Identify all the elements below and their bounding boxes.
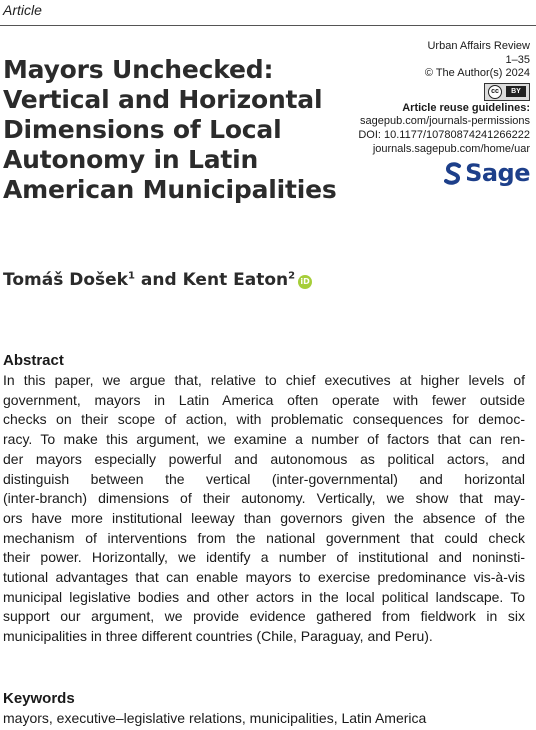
abstract-line: municipal legislative bodies and other actors in the local political landscape. To	[3, 588, 525, 605]
cc-by-icon[interactable]	[484, 83, 530, 101]
abstract-line: municipalities in three different countries (Chile, Paraguay, and Peru).	[3, 628, 433, 645]
abstract-line: (inter-branch) dimensions of their autonomy. Vertically, we show that may-	[3, 490, 525, 507]
reuse-guidelines-link[interactable]: sagepub.com/journals-permissions	[360, 115, 530, 128]
orcid-icon[interactable]: iD	[298, 275, 312, 289]
abstract-line: der mayors especially powerful and autonomous as political actors, and	[3, 450, 525, 467]
title-line: Vertical and Horizontal	[3, 85, 323, 114]
abstract-line: In this paper, we argue that, relative to chief executives at higher levels of	[3, 372, 525, 388]
keywords-heading: Keywords	[3, 690, 75, 707]
reuse-guidelines-label: Article reuse guidelines:	[402, 101, 530, 114]
copyright-line: © The Author(s) 2024	[424, 67, 530, 80]
abstract-line: mechanism of interventions from the national government that could check	[3, 529, 525, 546]
abstract-heading: Abstract	[3, 352, 64, 369]
title-line: American Municipalities	[3, 175, 337, 204]
journal-homepage-link[interactable]: journals.sagepub.com/home/uar	[372, 142, 530, 155]
article-type-label: Article	[3, 2, 42, 18]
abstract-text	[3, 371, 525, 647]
sage-logo	[290, 159, 530, 188]
cc-by-label: BY	[506, 86, 526, 97]
title-line: Mayors Unchecked:	[3, 55, 274, 84]
abstract-line: checks on their scope of action, with problematic consequences for democ-	[3, 411, 525, 428]
abstract-line: support our argument, we provide evidence gathered from fieldwork in six	[3, 608, 525, 625]
journal-metadata	[290, 40, 530, 186]
cc-license-badge[interactable]	[290, 81, 530, 102]
sage-wordmark: Sage	[465, 159, 530, 188]
keywords-list: mayors, executive–legislative relations, municipalities, Latin America	[3, 710, 427, 726]
abstract-line: racy. To make this argument, we examine a number of factors that can ren-	[3, 431, 525, 448]
abstract-line: tutional advantages that can enable mayors to exercise predominance vis-à-vis	[3, 569, 525, 586]
journal-name: Urban Affairs Review	[427, 40, 530, 52]
title-line: Dimensions of Local	[3, 115, 282, 144]
affiliation-marker: 2	[288, 270, 296, 282]
header-rule	[0, 25, 536, 26]
author-name: Kent Eaton	[182, 270, 289, 290]
abstract-line: distinguish between the vertical (inter-governmental) and horizontal	[3, 470, 525, 487]
author-list	[3, 270, 312, 290]
abstract-line: government, mayors in Latin America often operate with fewer outside	[3, 391, 525, 408]
doi[interactable]: DOI: 10.1177/10780874241266222	[358, 128, 530, 141]
author-joiner: and	[134, 270, 183, 290]
cc-circle-icon: cc	[488, 85, 502, 99]
affiliation-marker: 1	[128, 270, 135, 282]
title-line: Autonomy in Latin	[3, 145, 259, 174]
author-name: Tomáš Došek	[3, 270, 128, 290]
abstract-line: ors have more institutional leeway than governors given the absence of the	[3, 509, 525, 526]
sage-s-icon	[444, 162, 462, 186]
abstract-line: their power. Horizontally, we identify a number of institutional and noninsti-	[3, 549, 525, 566]
page-range: 1–35	[505, 53, 530, 66]
paper-title	[3, 55, 337, 205]
